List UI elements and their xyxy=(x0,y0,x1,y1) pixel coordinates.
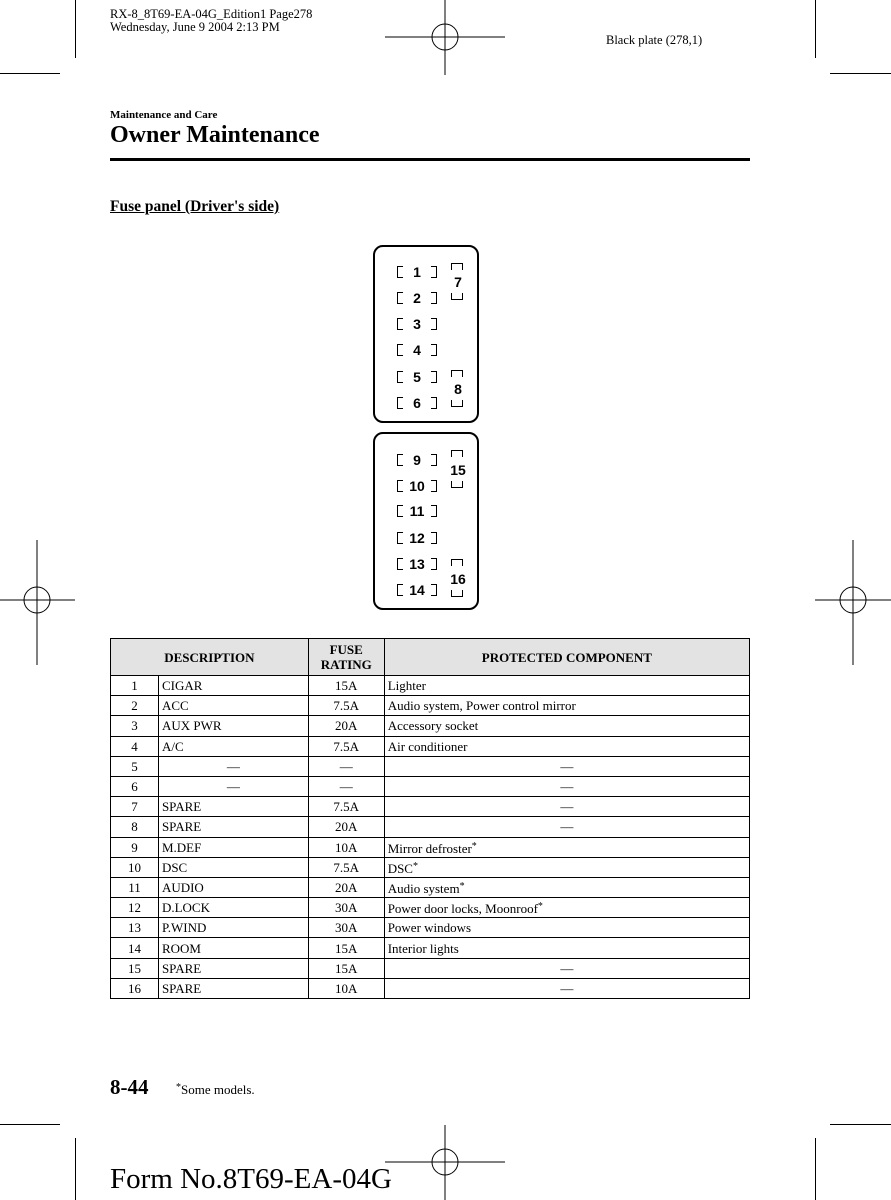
fuse-description-cell xyxy=(158,736,308,756)
fuse-description-cell xyxy=(158,716,308,736)
fuse-rating-cell xyxy=(308,676,384,696)
print-header-file: RX-8_8T69-EA-04G_Edition1 Page278 xyxy=(110,7,313,21)
crop-mark xyxy=(815,1138,816,1200)
fuse-slot xyxy=(397,502,437,520)
protected-component-cell xyxy=(384,776,749,796)
protected-component-cell xyxy=(384,918,749,938)
fuse-description-cell-text: SPARE xyxy=(161,819,202,835)
table-row xyxy=(111,857,750,877)
print-plate: Black plate (278,1) xyxy=(606,33,703,47)
fuse-number-cell xyxy=(111,797,159,817)
header-fuse-rating xyxy=(308,639,384,676)
fuse-rating-cell-text: 7.5A xyxy=(333,859,360,875)
crop-mark xyxy=(75,0,76,58)
protected-component-cell xyxy=(384,958,749,978)
fuse-number-cell-text: 1 xyxy=(131,678,138,694)
crop-mark xyxy=(815,0,816,58)
fuse-rating-cell xyxy=(308,898,384,918)
fuse-description-cell xyxy=(158,918,308,938)
protected-component-cell xyxy=(384,736,749,756)
footnote-marker: * xyxy=(537,901,543,913)
protected-component-cell-text: — xyxy=(560,758,574,774)
header-protected-component: PROTECTED COMPONENT xyxy=(384,639,749,676)
fuse-description-cell-text: — xyxy=(226,779,240,795)
fuse-description-cell xyxy=(158,978,308,998)
fuse-number-cell-text: 6 xyxy=(131,779,138,795)
fuse-number-cell-text: 15 xyxy=(127,960,141,976)
fuse-number-cell-text: 13 xyxy=(127,920,141,936)
table-row xyxy=(111,918,750,938)
footnote-marker: * xyxy=(459,880,465,892)
table-row xyxy=(111,716,750,736)
table-row xyxy=(111,817,750,837)
fuse-description-cell xyxy=(158,837,308,857)
fuse-number-cell xyxy=(111,898,159,918)
fuse-number: 14 xyxy=(409,582,425,598)
table-row xyxy=(111,776,750,796)
fuse-number: 12 xyxy=(409,530,425,546)
print-header-date: Wednesday, June 9 2004 2:13 PM xyxy=(110,20,280,34)
protected-component-cell-text: — xyxy=(560,779,574,795)
fuse-number-cell xyxy=(111,776,159,796)
fuse-description-cell xyxy=(158,776,308,796)
fuse-rating-cell xyxy=(308,958,384,978)
header-fuse: FUSE xyxy=(329,642,363,657)
fuse-description-cell-text: D.LOCK xyxy=(161,900,210,916)
fuse-rating-cell-text: — xyxy=(339,758,353,774)
section-label: Maintenance and Care xyxy=(110,109,218,121)
header-description: DESCRIPTION xyxy=(111,639,309,676)
fuse-number-cell xyxy=(111,756,159,776)
fuse-description-cell-text: CIGAR xyxy=(161,678,203,694)
fuse-description-cell xyxy=(158,797,308,817)
fuse-rating-cell-text: 7.5A xyxy=(333,738,360,754)
fuse-panel-upper xyxy=(373,245,479,423)
fuse-number-cell xyxy=(111,716,159,736)
large-fuse-slot xyxy=(451,559,465,597)
fuse-rating-cell xyxy=(308,736,384,756)
fuse-slot xyxy=(397,529,437,547)
protected-component-cell xyxy=(384,716,749,736)
fuse-description-cell-text: SPARE xyxy=(161,960,202,976)
fuse-number-cell-text: 10 xyxy=(127,859,141,875)
footnote xyxy=(176,1082,255,1098)
table-row xyxy=(111,978,750,998)
protected-component-cell xyxy=(384,817,749,837)
fuse-description-cell-text: — xyxy=(226,758,240,774)
footnote-text: Some models. xyxy=(181,1082,255,1097)
fuse-description-cell xyxy=(158,938,308,958)
fuse-rating-cell xyxy=(308,938,384,958)
fuse-number: 8 xyxy=(454,381,462,397)
protected-component-cell xyxy=(384,857,749,877)
protected-component-cell xyxy=(384,837,749,857)
footnote-marker: * xyxy=(412,860,418,872)
protected-component-cell-text: DSC xyxy=(387,860,413,876)
fuse-rating-cell xyxy=(308,817,384,837)
fuse-rating-cell xyxy=(308,877,384,897)
table-row xyxy=(111,837,750,857)
fuse-slot xyxy=(397,341,437,359)
fuse-slot xyxy=(397,368,437,386)
fuse-rating-cell xyxy=(308,797,384,817)
fuse-number-cell-text: 2 xyxy=(131,698,138,714)
print-header xyxy=(110,8,312,34)
fuse-number-cell-text: 9 xyxy=(131,839,138,855)
crop-mark xyxy=(830,1124,891,1125)
fuse-description-cell xyxy=(158,817,308,837)
fuse-rating-cell-text: — xyxy=(339,779,353,795)
fuse-rating-cell-text: 30A xyxy=(335,920,358,936)
fuse-number-cell xyxy=(111,837,159,857)
table-row xyxy=(111,756,750,776)
protected-component-cell xyxy=(384,797,749,817)
protected-component-cell xyxy=(384,898,749,918)
fuse-rating-cell-text: 7.5A xyxy=(333,698,360,714)
fuse-description-cell-text: SPARE xyxy=(161,980,202,996)
fuse-description-cell xyxy=(158,958,308,978)
form-number: Form No.8T69-EA-04G xyxy=(110,1163,392,1195)
table-header-row xyxy=(111,639,750,676)
protected-component-cell-text: Interior lights xyxy=(387,940,459,956)
fuse-description-cell-text: A/C xyxy=(161,738,184,754)
fuse-description-cell-text: ACC xyxy=(161,698,189,714)
protected-component-cell-text: — xyxy=(560,799,574,815)
protected-component-cell-text: Lighter xyxy=(387,678,426,694)
fuse-slot xyxy=(397,555,437,573)
fuse-rating-cell xyxy=(308,696,384,716)
fuse-slot xyxy=(397,315,437,333)
table-row xyxy=(111,898,750,918)
table-row xyxy=(111,877,750,897)
fuse-panel-lower xyxy=(373,432,479,610)
protected-component-cell xyxy=(384,938,749,958)
fuse-slot xyxy=(397,263,437,281)
protected-component-cell-text: Audio system xyxy=(387,880,460,896)
fuse-number: 5 xyxy=(413,369,421,385)
fuse-number: 2 xyxy=(413,290,421,306)
fuse-table xyxy=(110,638,750,999)
fuse-slot xyxy=(397,289,437,307)
fuse-number-cell xyxy=(111,857,159,877)
protected-component-cell xyxy=(384,877,749,897)
protected-component-cell xyxy=(384,676,749,696)
fuse-number-cell xyxy=(111,696,159,716)
table-row xyxy=(111,676,750,696)
protected-component-cell-text: Power windows xyxy=(387,920,472,936)
fuse-number: 6 xyxy=(413,395,421,411)
crop-mark xyxy=(0,1124,60,1125)
crop-mark xyxy=(75,1138,76,1200)
fuse-description-cell xyxy=(158,857,308,877)
fuse-rating-cell-text: 7.5A xyxy=(333,799,360,815)
fuse-number: 7 xyxy=(454,274,462,290)
fuse-description-cell-text: AUDIO xyxy=(161,879,204,895)
fuse-number: 15 xyxy=(450,462,466,478)
protected-component-cell-text: Accessory socket xyxy=(387,718,479,734)
fuse-table-body xyxy=(111,676,750,999)
registration-mark-top xyxy=(385,0,505,80)
fuse-description-cell xyxy=(158,877,308,897)
fuse-number-cell-text: 3 xyxy=(131,718,138,734)
protected-component-cell-text: Audio system, Power control mirror xyxy=(387,698,576,714)
fuse-number: 9 xyxy=(413,452,421,468)
large-fuse-slot xyxy=(451,370,465,408)
title-rule xyxy=(110,158,750,161)
fuse-number-cell xyxy=(111,958,159,978)
fuse-number: 13 xyxy=(409,556,425,572)
fuse-description-cell-text: DSC xyxy=(161,859,188,875)
fuse-number: 3 xyxy=(413,316,421,332)
fuse-description-cell-text: M.DEF xyxy=(161,839,202,855)
header-rating: RATING xyxy=(320,657,372,672)
registration-mark-left xyxy=(0,540,75,665)
registration-mark-right xyxy=(815,540,891,665)
fuse-number-cell-text: 14 xyxy=(127,940,141,956)
fuse-number-cell-text: 8 xyxy=(131,819,138,835)
fuse-description-cell-text: P.WIND xyxy=(161,920,207,936)
fuse-rating-cell xyxy=(308,716,384,736)
fuse-description-cell xyxy=(158,676,308,696)
fuse-number-cell xyxy=(111,877,159,897)
footnote-marker: * xyxy=(471,840,477,852)
fuse-description-cell xyxy=(158,898,308,918)
table-row xyxy=(111,938,750,958)
fuse-slot xyxy=(397,451,437,469)
fuse-rating-cell-text: 20A xyxy=(335,879,358,895)
fuse-description-cell-text: ROOM xyxy=(161,940,201,956)
protected-component-cell-text: Air conditioner xyxy=(387,738,468,754)
table-row xyxy=(111,696,750,716)
fuse-rating-cell-text: 10A xyxy=(335,839,358,855)
fuse-number-cell-text: 7 xyxy=(131,799,138,815)
table-row xyxy=(111,736,750,756)
fuse-number: 4 xyxy=(413,342,421,358)
fuse-slot xyxy=(397,581,437,599)
fuse-number-cell xyxy=(111,736,159,756)
fuse-number-cell xyxy=(111,817,159,837)
crop-mark xyxy=(0,73,60,74)
protected-component-cell xyxy=(384,756,749,776)
fuse-rating-cell xyxy=(308,918,384,938)
fuse-rating-cell-text: 20A xyxy=(335,819,358,835)
page-title: Owner Maintenance xyxy=(110,122,320,148)
fuse-description-cell-text: SPARE xyxy=(161,799,202,815)
protected-component-cell-text: — xyxy=(560,960,574,976)
registration-mark-bottom xyxy=(385,1125,505,1200)
protected-component-cell-text: — xyxy=(560,980,574,996)
fuse-number: 16 xyxy=(450,571,466,587)
fuse-rating-cell-text: 20A xyxy=(335,718,358,734)
fuse-number: 11 xyxy=(409,503,425,519)
fuse-rating-cell-text: 15A xyxy=(335,940,358,956)
protected-component-cell-text: Mirror defroster xyxy=(387,840,472,856)
fuse-number-cell-text: 12 xyxy=(127,900,141,916)
fuse-description-cell xyxy=(158,756,308,776)
large-fuse-slot xyxy=(451,450,465,488)
footnote-mark: * xyxy=(176,1082,181,1093)
protected-component-cell xyxy=(384,978,749,998)
large-fuse-slot xyxy=(451,263,465,301)
protected-component-cell-text: — xyxy=(560,819,574,835)
fuse-number-cell xyxy=(111,676,159,696)
fuse-rating-cell xyxy=(308,837,384,857)
fuse-description-cell xyxy=(158,696,308,716)
protected-component-cell xyxy=(384,696,749,716)
crop-mark xyxy=(830,73,891,74)
fuse-slot xyxy=(397,477,437,495)
fuse-description-cell-text: AUX PWR xyxy=(161,718,222,734)
fuse-number-cell-text: 16 xyxy=(127,980,141,996)
fuse-number-cell xyxy=(111,918,159,938)
fuse-rating-cell-text: 15A xyxy=(335,960,358,976)
fuse-number: 1 xyxy=(413,264,421,280)
fuse-rating-cell xyxy=(308,857,384,877)
fuse-rating-cell xyxy=(308,776,384,796)
fuse-number-cell-text: 4 xyxy=(131,738,138,754)
fuse-number-cell-text: 5 xyxy=(131,758,138,774)
fuse-rating-cell xyxy=(308,978,384,998)
fuse-rating-cell-text: 30A xyxy=(335,900,358,916)
fuse-number-cell-text: 11 xyxy=(128,879,141,895)
fuse-slot xyxy=(397,394,437,412)
subheading: Fuse panel (Driver's side) xyxy=(110,198,280,215)
fuse-rating-cell xyxy=(308,756,384,776)
table-row xyxy=(111,797,750,817)
fuse-number: 10 xyxy=(409,478,425,494)
fuse-rating-cell-text: 10A xyxy=(335,980,358,996)
fuse-number-cell xyxy=(111,978,159,998)
fuse-rating-cell-text: 15A xyxy=(335,678,358,694)
protected-component-cell-text: Power door locks, Moonroof xyxy=(387,901,538,917)
fuse-number-cell xyxy=(111,938,159,958)
page-number: 8-44 xyxy=(110,1075,149,1099)
table-row xyxy=(111,958,750,978)
